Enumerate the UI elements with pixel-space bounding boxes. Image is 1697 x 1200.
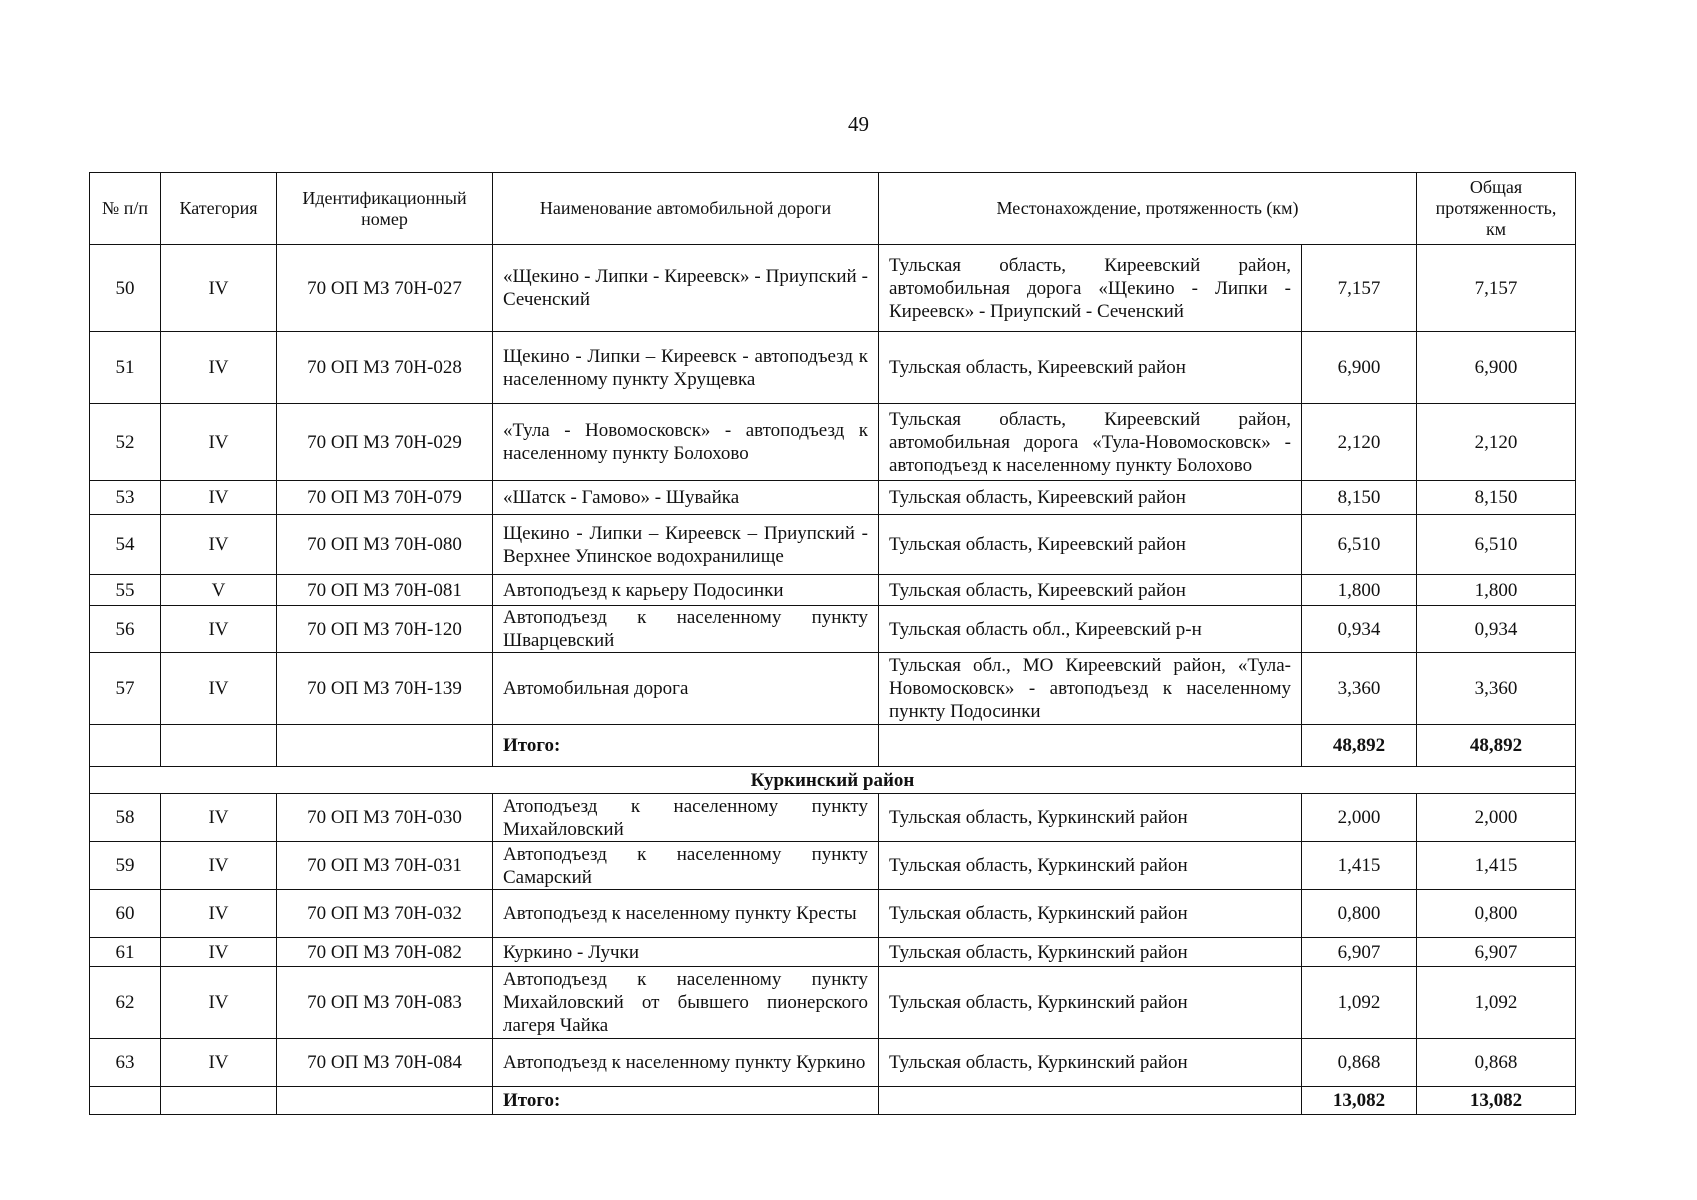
cell-id: 70 ОП МЗ 70Н-084 (277, 1039, 493, 1087)
total-length: 48,892 (1302, 725, 1417, 767)
cell-location: Тульская область, Киреевский район, автомобильная дорога «Щекино - Липки - Киреевск» - Приупский - Сеченский (879, 245, 1302, 332)
cell-num: 55 (90, 575, 161, 606)
cell-length: 0,934 (1302, 606, 1417, 653)
total-row (90, 1087, 1576, 1115)
cell-total: 0,934 (1417, 606, 1576, 653)
table-row (90, 1039, 1576, 1087)
cell-name: Автомобильная дорога (493, 653, 879, 725)
cell-category: IV (161, 245, 277, 332)
table-row (90, 332, 1576, 404)
header-category: Категория (161, 173, 277, 245)
table-row (90, 245, 1576, 332)
cell-name: Автоподъезд к населенному пункту Михайловский от бывшего пионерского лагеря Чайка (493, 967, 879, 1039)
table-row (90, 938, 1576, 967)
table-row (90, 653, 1576, 725)
cell-name: Автоподъезд к карьеру Подосинки (493, 575, 879, 606)
cell-name: Автоподъезд к населенному пункту Кресты (493, 890, 879, 938)
cell-category: IV (161, 481, 277, 515)
table-row (90, 481, 1576, 515)
header-location: Местонахождение, протяженность (км) (879, 173, 1417, 245)
cell-num: 53 (90, 481, 161, 515)
cell-name: Атоподъезд к населенному пункту Михайловский (493, 794, 879, 842)
table-row (90, 890, 1576, 938)
cell-num: 63 (90, 1039, 161, 1087)
cell-total: 6,900 (1417, 332, 1576, 404)
cell-length: 7,157 (1302, 245, 1417, 332)
cell-id: 70 ОП МЗ 70Н-081 (277, 575, 493, 606)
cell-total: 0,800 (1417, 890, 1576, 938)
cell-category: IV (161, 404, 277, 481)
cell-location: Тульская область, Куркинский район (879, 890, 1302, 938)
roads-table (89, 172, 1576, 1115)
cell-name: Щекино - Липки – Киреевск - автоподъезд к населенному пункту Хрущевка (493, 332, 879, 404)
cell-category: IV (161, 938, 277, 967)
cell-location: Тульская область, Киреевский район (879, 575, 1302, 606)
cell-length: 2,120 (1302, 404, 1417, 481)
table-row (90, 575, 1576, 606)
cell-category: IV (161, 332, 277, 404)
cell-length: 8,150 (1302, 481, 1417, 515)
cell-length: 1,092 (1302, 967, 1417, 1039)
cell-length: 0,868 (1302, 1039, 1417, 1087)
cell-id: 70 ОП МЗ 70Н-080 (277, 515, 493, 575)
header-id: Идентификационный номер (277, 173, 493, 245)
cell-num: 57 (90, 653, 161, 725)
cell-category: IV (161, 653, 277, 725)
table-row (90, 606, 1576, 653)
total-label: Итого: (493, 1087, 879, 1115)
cell-num: 59 (90, 842, 161, 890)
cell-num: 50 (90, 245, 161, 332)
cell-length: 2,000 (1302, 794, 1417, 842)
cell-location: Тульская область, Куркинский район (879, 967, 1302, 1039)
cell-total: 0,868 (1417, 1039, 1576, 1087)
cell-num: 51 (90, 332, 161, 404)
cell-location: Тульская область обл., Киреевский р-н (879, 606, 1302, 653)
cell-name: Автоподъезд к населенному пункту Шварцевский (493, 606, 879, 653)
header-name: Наименование автомобильной дороги (493, 173, 879, 245)
cell-name: Куркино - Лучки (493, 938, 879, 967)
cell-length: 6,907 (1302, 938, 1417, 967)
total-sum: 48,892 (1417, 725, 1576, 767)
cell-length: 6,510 (1302, 515, 1417, 575)
cell-total: 1,415 (1417, 842, 1576, 890)
cell-id: 70 ОП МЗ 70Н-082 (277, 938, 493, 967)
cell-location: Тульская область, Киреевский район (879, 515, 1302, 575)
cell-id: 70 ОП МЗ 70Н-079 (277, 481, 493, 515)
cell-id: 70 ОП МЗ 70Н-032 (277, 890, 493, 938)
cell-num: 52 (90, 404, 161, 481)
cell-category: IV (161, 606, 277, 653)
cell-location: Тульская область, Куркинский район (879, 794, 1302, 842)
cell-total: 2,000 (1417, 794, 1576, 842)
cell-name: «Шатск - Гамово» - Шувайка (493, 481, 879, 515)
cell-length: 6,900 (1302, 332, 1417, 404)
table-row (90, 794, 1576, 842)
table-row (90, 842, 1576, 890)
cell-category: IV (161, 890, 277, 938)
header-total: Общая протяженность, км (1417, 173, 1576, 245)
cell-id: 70 ОП МЗ 70Н-029 (277, 404, 493, 481)
cell-total: 2,120 (1417, 404, 1576, 481)
cell-id: 70 ОП МЗ 70Н-027 (277, 245, 493, 332)
cell-category: IV (161, 842, 277, 890)
cell-location: Тульская обл., МО Киреевский район, «Тула-Новомосковск» - автоподъезд к населенному пункту Подосинки (879, 653, 1302, 725)
cell-id: 70 ОП МЗ 70Н-031 (277, 842, 493, 890)
cell-category: IV (161, 794, 277, 842)
cell-location: Тульская область, Киреевский район (879, 332, 1302, 404)
cell-id: 70 ОП МЗ 70Н-030 (277, 794, 493, 842)
cell-id: 70 ОП МЗ 70Н-083 (277, 967, 493, 1039)
cell-total: 8,150 (1417, 481, 1576, 515)
cell-total: 1,800 (1417, 575, 1576, 606)
cell-num: 56 (90, 606, 161, 653)
cell-total: 6,510 (1417, 515, 1576, 575)
cell-id: 70 ОП МЗ 70Н-028 (277, 332, 493, 404)
cell-location: Тульская область, Куркинский район (879, 842, 1302, 890)
cell-id: 70 ОП МЗ 70Н-139 (277, 653, 493, 725)
cell-total: 1,092 (1417, 967, 1576, 1039)
cell-num: 58 (90, 794, 161, 842)
cell-location: Тульская область, Киреевский район, автомобильная дорога «Тула-Новомосковск» - автоподъезд к населенному пункту Болохово (879, 404, 1302, 481)
cell-num: 54 (90, 515, 161, 575)
cell-location: Тульская область, Куркинский район (879, 938, 1302, 967)
cell-num: 62 (90, 967, 161, 1039)
cell-category: V (161, 575, 277, 606)
cell-name: «Щекино - Липки - Киреевск» - Приупский - Сеченский (493, 245, 879, 332)
table-row (90, 967, 1576, 1039)
page-number: 49 (848, 112, 869, 136)
table-header-row (90, 173, 1576, 245)
cell-length: 3,360 (1302, 653, 1417, 725)
cell-total: 7,157 (1417, 245, 1576, 332)
total-label: Итого: (493, 725, 879, 767)
cell-num: 61 (90, 938, 161, 967)
table-row (90, 404, 1576, 481)
total-sum: 13,082 (1417, 1087, 1576, 1115)
cell-location: Тульская область, Киреевский район (879, 481, 1302, 515)
cell-name: Щекино - Липки – Киреевск – Приупский - Верхнее Упинское водохранилище (493, 515, 879, 575)
cell-location: Тульская область, Куркинский район (879, 1039, 1302, 1087)
cell-length: 1,800 (1302, 575, 1417, 606)
cell-name: Автоподъезд к населенному пункту Самарский (493, 842, 879, 890)
total-row (90, 725, 1576, 767)
cell-total: 3,360 (1417, 653, 1576, 725)
cell-total: 6,907 (1417, 938, 1576, 967)
cell-category: IV (161, 1039, 277, 1087)
district-row (90, 767, 1576, 794)
cell-num: 60 (90, 890, 161, 938)
cell-name: Автоподъезд к населенному пункту Куркино (493, 1039, 879, 1087)
cell-category: IV (161, 515, 277, 575)
district-title: Куркинский район (90, 767, 1576, 794)
total-length: 13,082 (1302, 1087, 1417, 1115)
cell-length: 0,800 (1302, 890, 1417, 938)
cell-name: «Тула - Новомосковск» - автоподъезд к населенному пункту Болохово (493, 404, 879, 481)
table-row (90, 515, 1576, 575)
cell-length: 1,415 (1302, 842, 1417, 890)
cell-category: IV (161, 967, 277, 1039)
header-num: № п/п (90, 173, 161, 245)
cell-id: 70 ОП МЗ 70Н-120 (277, 606, 493, 653)
